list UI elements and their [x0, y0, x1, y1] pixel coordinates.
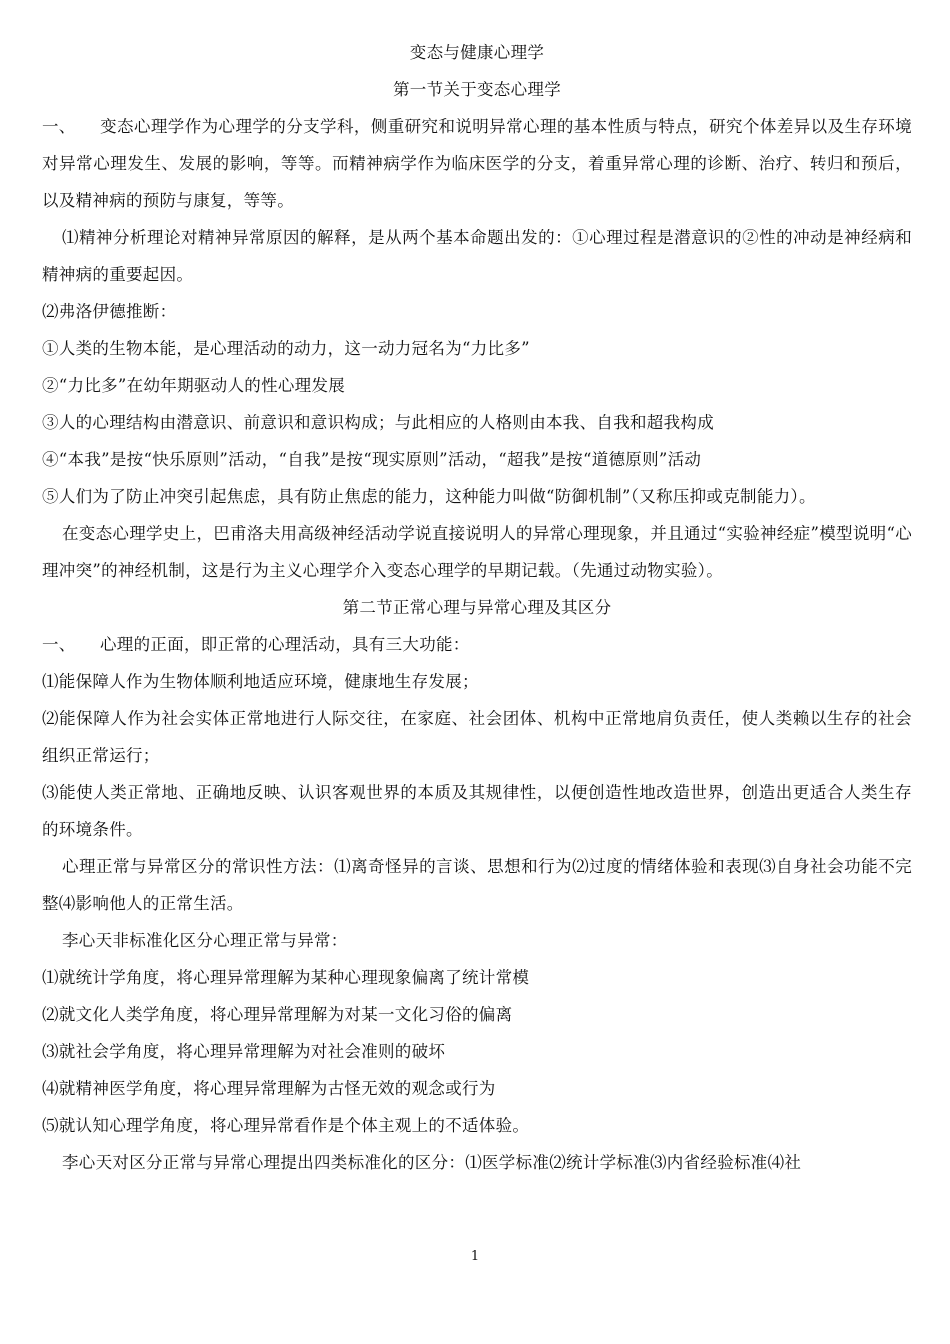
section-1-paragraph-1 [42, 108, 912, 219]
page-number: 1 [470, 1249, 480, 1264]
section-1-paragraph-2: ⑴精神分析理论对精神异常原因的解释，是从两个基本命题出发的：①心理过程是潜意识的②性的冲动是神经病和精神病的重要起因。 [42, 228, 912, 284]
freud-item-5: ⑤人们为了防止冲突引起焦虑，具有防止焦虑的能力，这种能力叫做“防御机制”（又称压抑或克制能力）。 [42, 487, 816, 506]
angle-item-5: ⑸就认知心理学角度，将心理异常看作是个体主观上的不适体验。 [42, 1116, 530, 1135]
section-1-paragraph-3: ⑵弗洛伊德推断： [42, 302, 177, 321]
document-body [42, 34, 912, 1181]
freud-item-1: ①人类的生物本能，是心理活动的动力，这一动力冠名为“力比多” [42, 339, 530, 358]
angle-item-3: ⑶就社会学角度，将心理异常理解为对社会准则的破坏 [42, 1042, 446, 1061]
freud-item-2: ②“力比多”在幼年期驱动人的性心理发展 [42, 376, 346, 395]
angle-item-2: ⑵就文化人类学角度，将心理异常理解为对某一文化习俗的偏离 [42, 1005, 513, 1024]
angle-item-4: ⑷就精神医学角度，将心理异常理解为古怪无效的观念或行为 [42, 1079, 496, 1098]
section-2-paragraph-1 [42, 626, 912, 663]
function-item-2: ⑵能保障人作为社会实体正常地进行人际交往，在家庭、社会团体、机构中正常地肩负责任，使人类赖以生存的社会组织正常运行； [42, 709, 912, 765]
section-2-heading: 第二节正常心理与异常心理及其区分 [342, 598, 612, 617]
section-1-heading: 第一节关于变态心理学 [393, 80, 561, 99]
section-1-paragraph-4: 在变态心理学史上，巴甫洛夫用高级神经活动学说直接说明人的异常心理现象，并且通过“实验神经症”模型说明“心理冲突”的神经机制，这是行为主义心理学介入变态心理学的早期记载。（先通过动物实验）。 [42, 524, 912, 580]
section-2-paragraph-2: 心理正常与异常区分的常识性方法：⑴离奇怪异的言谈、思想和行为⑵过度的情绪体验和表现⑶自身社会功能不完整⑷影响他人的正常生活。 [42, 857, 912, 913]
section-2-paragraph-3: 李心天非标准化区分心理正常与异常： [62, 931, 348, 950]
angle-item-1: ⑴就统计学角度，将心理异常理解为某种心理现象偏离了统计常模 [42, 968, 530, 987]
list-marker: 一、 [42, 635, 76, 654]
section-2-paragraph-4: 李心天对区分正常与异常心理提出四类标准化的区分：⑴医学标准⑵统计学标准⑶内省经验标准⑷社 [62, 1153, 802, 1172]
freud-item-4: ④“本我”是按“快乐原则”活动，“自我”是按“现实原则”活动，“超我”是按“道德原则”活动 [42, 450, 702, 469]
paragraph-text: 心理的正面，即正常的心理活动，具有三大功能： [100, 635, 470, 654]
function-item-3: ⑶能使人类正常地、正确地反映、认识客观世界的本质及其规律性，以便创造性地改造世界，创造出更适合人类生存的环境条件。 [42, 783, 912, 839]
function-item-1: ⑴能保障人作为生物体顺利地适应环境，健康地生存发展； [42, 672, 479, 691]
list-marker: 一、 [42, 117, 76, 136]
freud-item-3: ③人的心理结构由潜意识、前意识和意识构成；与此相应的人格则由本我、自我和超我构成 [42, 413, 714, 432]
document-title: 变态与健康心理学 [409, 43, 545, 62]
paragraph-text: 变态心理学作为心理学的分支学科，侧重研究和说明异常心理的基本性质与特点，研究个体差异以及生存环境对异常心理发生、发展的影响，等等。而精神病学作为临床医学的分支，着重异常心理的诊断、治疗、转归和预后，以及精神病的预防与康复，等等。 [42, 117, 912, 210]
